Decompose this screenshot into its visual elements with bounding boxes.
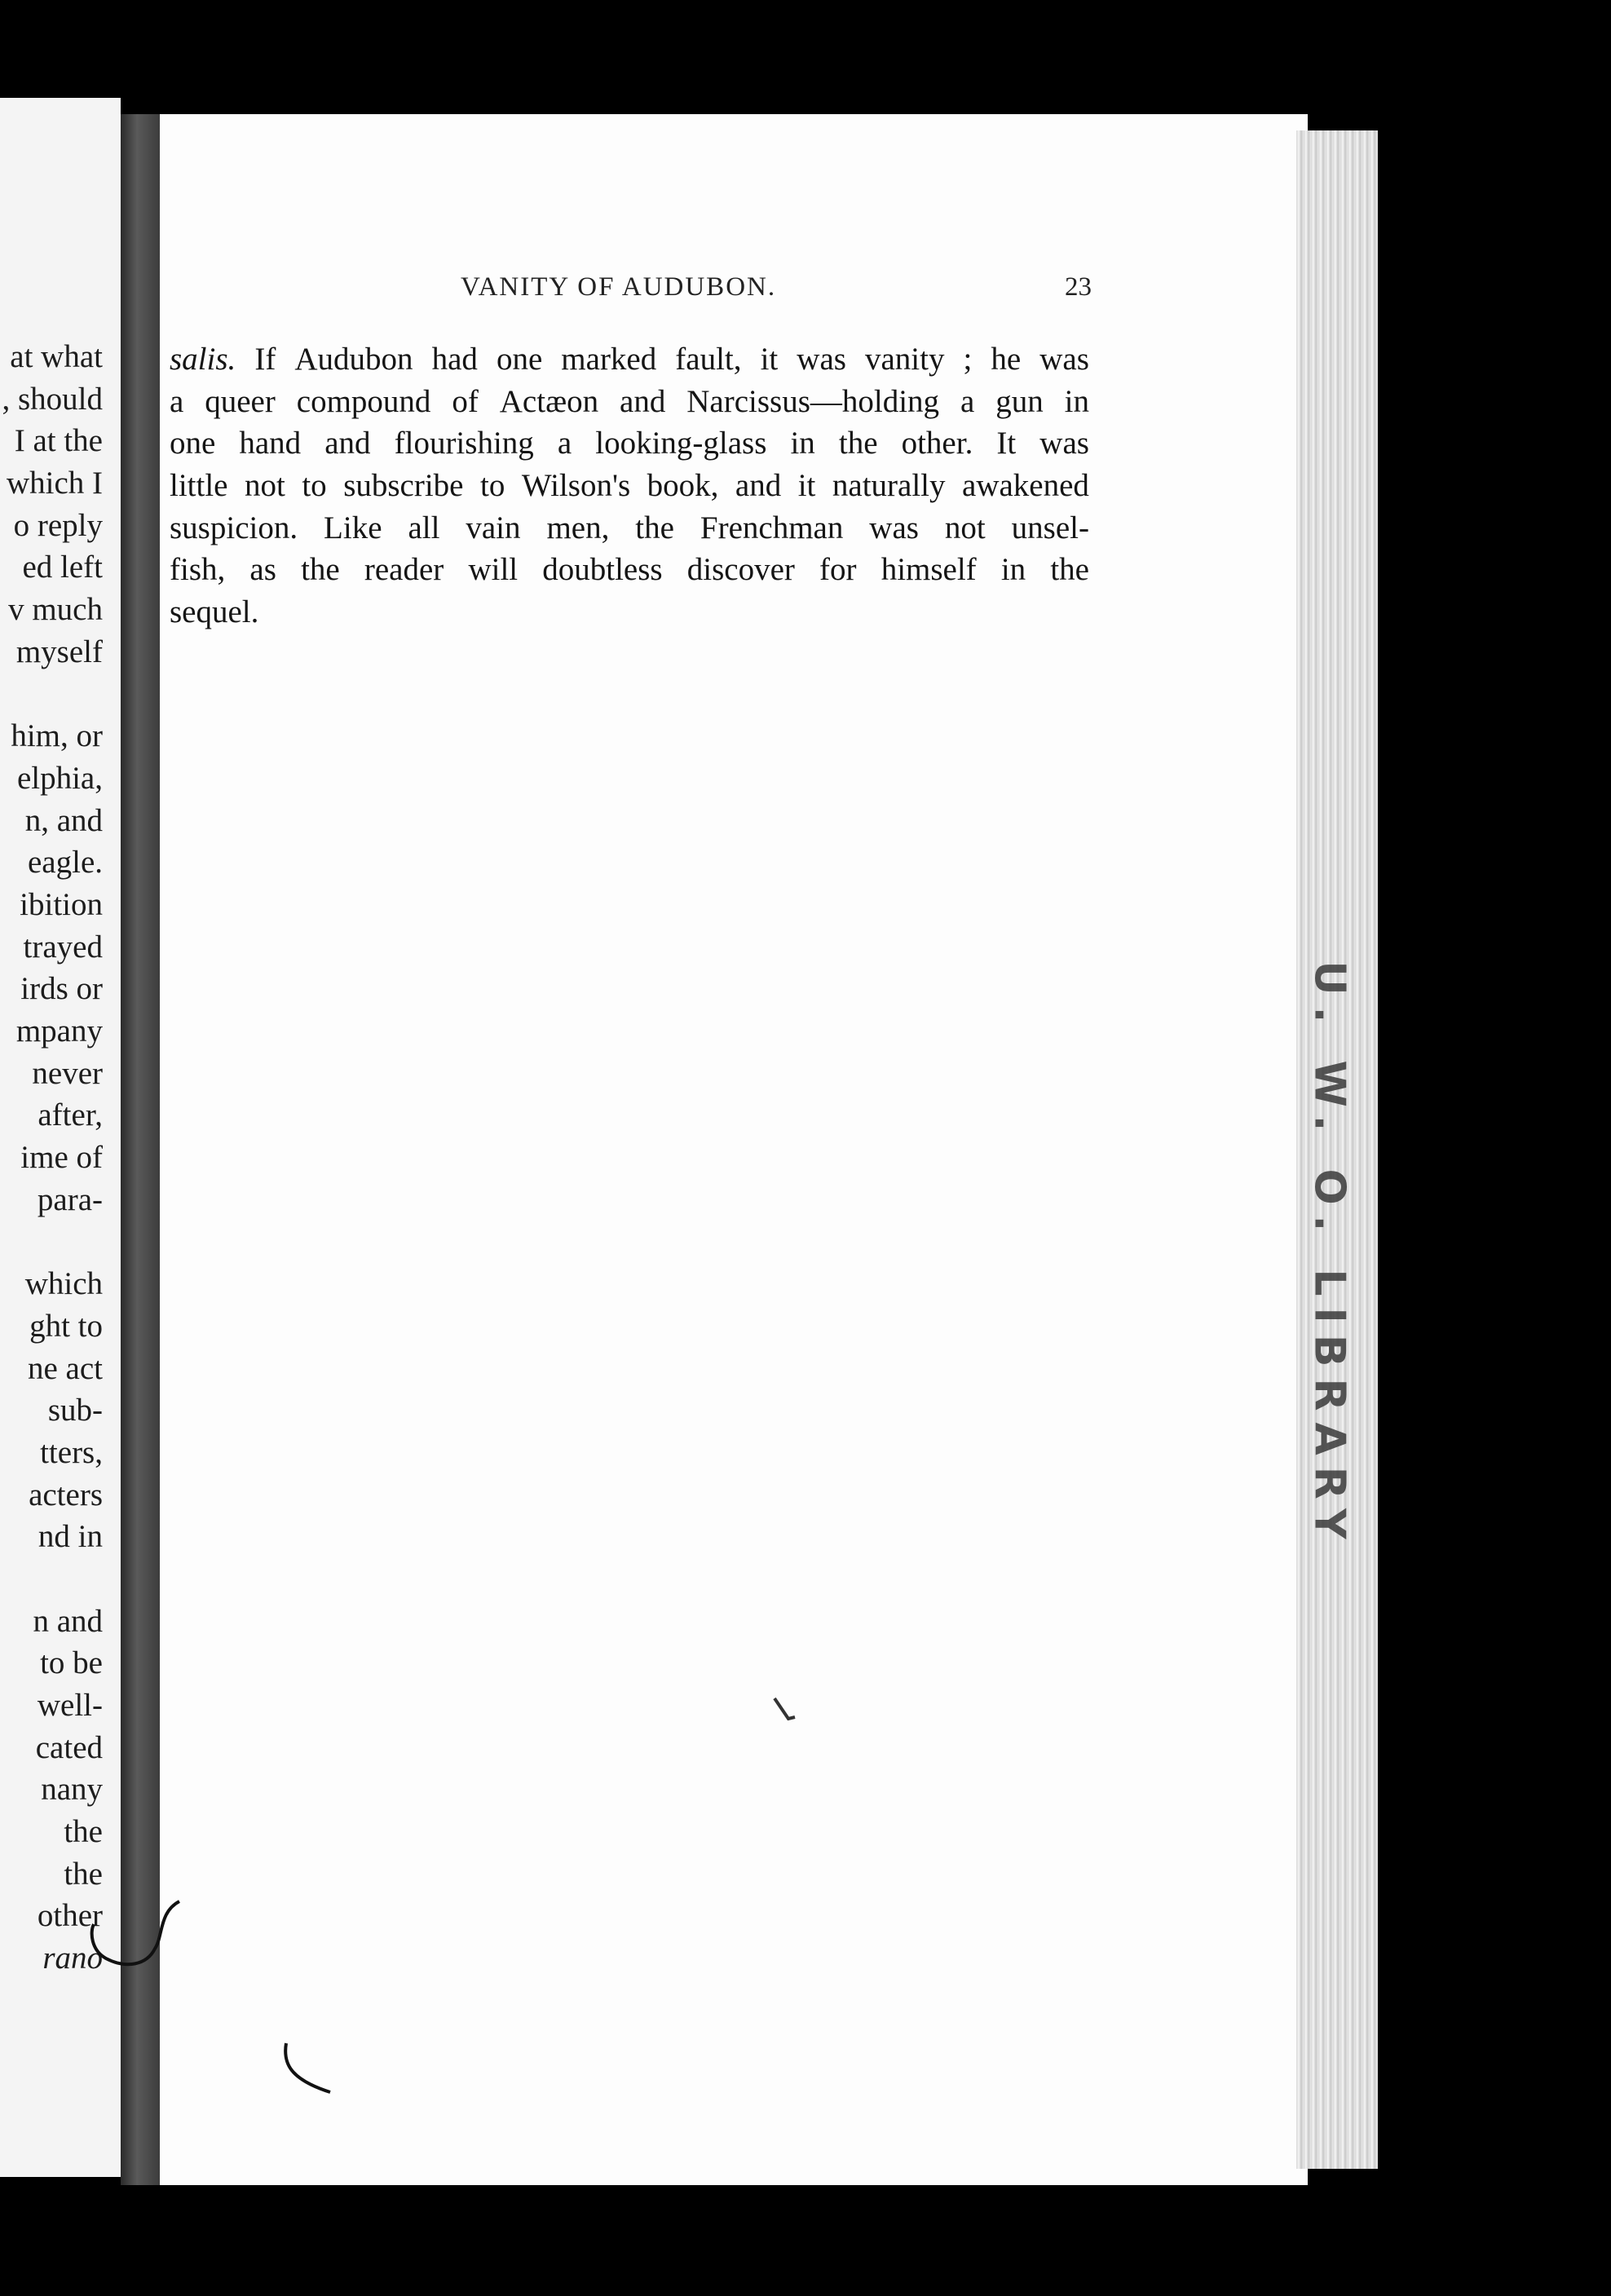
- left-page-line: ibition: [20, 886, 103, 922]
- left-page-line: ne act: [27, 1350, 103, 1386]
- body-word: Like: [324, 510, 382, 545]
- body-word: marked: [561, 342, 657, 377]
- body-word: the: [635, 510, 674, 545]
- body-word: a: [960, 383, 975, 419]
- left-page-line: sub-: [40, 1393, 103, 1428]
- library-edge-stamp: [1293, 938, 1366, 1574]
- body-word: little: [170, 468, 228, 504]
- speck-mark: [770, 1696, 803, 1729]
- body-word: men,: [546, 510, 610, 545]
- body-line: [170, 465, 1089, 507]
- left-page-line: [2, 1221, 103, 1263]
- body-word: had: [431, 342, 478, 377]
- left-page-line: eagle.: [27, 845, 103, 881]
- body-word: all: [408, 510, 440, 545]
- body-word: fault,: [675, 342, 742, 377]
- body-word: the: [301, 552, 340, 588]
- body-word: Actæon: [499, 383, 599, 419]
- body-word: one: [170, 426, 216, 461]
- body-word: he: [991, 342, 1022, 377]
- left-page-line: ed left: [22, 550, 103, 585]
- body-word: one: [496, 342, 543, 377]
- left-page-line: never: [24, 1055, 103, 1091]
- body-word: it: [797, 468, 816, 504]
- left-page-line: ght to: [29, 1308, 103, 1344]
- body-word: vain: [466, 510, 521, 545]
- body-word: salis.: [170, 342, 236, 377]
- body-word: and: [620, 383, 666, 419]
- body-word: flourishing: [394, 426, 534, 461]
- left-page-line: acters: [29, 1477, 103, 1512]
- left-page-line: other: [37, 1898, 103, 1934]
- body-word: for: [819, 552, 857, 588]
- left-page-line: the: [55, 1814, 103, 1850]
- body-word: a: [557, 426, 572, 461]
- left-page-line: irds or: [20, 971, 103, 1007]
- left-page-line: [2, 1558, 103, 1601]
- body-word: to: [480, 468, 505, 504]
- left-page-line: cated: [35, 1729, 103, 1765]
- body-word: subscribe: [343, 468, 464, 504]
- body-word: it: [760, 342, 779, 377]
- body-word: was: [797, 342, 846, 377]
- left-page-line: n and: [33, 1603, 103, 1639]
- body-word: book,: [647, 468, 719, 504]
- body-word: awakened: [962, 468, 1089, 504]
- left-page-line: nd in: [38, 1519, 103, 1555]
- body-word: was: [1039, 342, 1089, 377]
- pen-bracket-mark: [82, 1892, 188, 1998]
- body-word: queer: [205, 383, 276, 419]
- left-page-line: [2, 673, 103, 716]
- body-line: [170, 381, 1089, 423]
- body-line: [170, 338, 1089, 381]
- body-word: compound: [296, 383, 431, 419]
- body-word: Frenchman: [700, 510, 844, 545]
- left-page-line: o reply: [13, 507, 103, 543]
- body-word: hand: [239, 426, 302, 461]
- body-word: not: [245, 468, 285, 504]
- body-word: and: [324, 426, 371, 461]
- left-page-line: I at the: [14, 423, 103, 459]
- body-word: of: [452, 383, 479, 419]
- body-line: [170, 507, 1089, 550]
- left-page-line: mpany: [15, 1013, 103, 1049]
- left-page-line: after,: [29, 1097, 103, 1133]
- body-word: will: [468, 552, 519, 588]
- body-word: unsel-: [1011, 510, 1089, 545]
- body-word: discover: [686, 552, 795, 588]
- body-word: It: [996, 426, 1017, 461]
- body-paragraph: [170, 338, 1089, 634]
- left-page-line: which: [24, 1266, 103, 1302]
- left-page-line: to be: [40, 1645, 103, 1681]
- body-word: looking-glass: [595, 426, 767, 461]
- body-word: gun: [995, 383, 1044, 419]
- pen-stroke-mark: [281, 2038, 346, 2120]
- body-line: [170, 591, 1089, 634]
- body-word: to: [302, 468, 327, 504]
- body-word: as: [249, 552, 276, 588]
- body-word: a: [170, 383, 184, 419]
- body-word: sequel.: [170, 594, 259, 630]
- left-page-line: ime of: [20, 1140, 103, 1176]
- left-facing-page: [0, 98, 121, 2177]
- body-word: Wilson's: [521, 468, 631, 504]
- body-word: himself: [881, 552, 977, 588]
- body-word: the: [1050, 552, 1089, 588]
- body-word: Audubon: [294, 342, 413, 377]
- left-page-line: para-: [29, 1181, 103, 1217]
- body-word: in: [790, 426, 815, 461]
- body-line: [170, 422, 1089, 465]
- body-word: If: [254, 342, 276, 377]
- left-page-line: the: [55, 1856, 103, 1892]
- left-page-line: nany: [41, 1772, 103, 1808]
- body-word: not: [944, 510, 986, 545]
- body-word: naturally: [832, 468, 946, 504]
- body-word: was: [1039, 426, 1089, 461]
- left-page-line: , should: [2, 381, 103, 417]
- body-word: fish,: [170, 552, 226, 588]
- body-word: the: [838, 426, 878, 461]
- left-page-line: n, and: [24, 802, 103, 838]
- body-word: ;: [963, 342, 973, 377]
- left-page-line: rano: [42, 1941, 103, 1976]
- body-word: suspicion.: [170, 510, 298, 545]
- body-word: reader: [364, 552, 444, 588]
- book-gutter: [121, 114, 161, 2185]
- library-stamp-text: U. W. O. LIBRARY: [1305, 960, 1355, 1551]
- left-page-line: at what: [10, 339, 103, 374]
- left-page-line: v much: [8, 592, 103, 628]
- left-page-line: myself: [8, 634, 103, 669]
- left-page-line: tters,: [40, 1434, 103, 1470]
- left-page-line: elphia,: [16, 760, 103, 796]
- left-page-line: him, or: [11, 718, 103, 754]
- body-word: was: [869, 510, 919, 545]
- running-head: VANITY OF AUDUBON.: [461, 272, 777, 302]
- body-word: and: [735, 468, 782, 504]
- body-word: vanity: [864, 342, 945, 377]
- body-word: doubtless: [542, 552, 663, 588]
- body-word: in: [1064, 383, 1089, 419]
- left-page-line: which I: [6, 466, 103, 501]
- left-page-line: well-: [29, 1688, 103, 1723]
- body-word: other.: [901, 426, 973, 461]
- body-word: Narcissus—holding: [686, 383, 940, 419]
- left-page-text-column: [2, 336, 103, 1980]
- page-number: 23: [1065, 272, 1092, 302]
- body-line: [170, 549, 1089, 591]
- body-word: in: [1000, 552, 1026, 588]
- left-page-line: trayed: [23, 929, 103, 965]
